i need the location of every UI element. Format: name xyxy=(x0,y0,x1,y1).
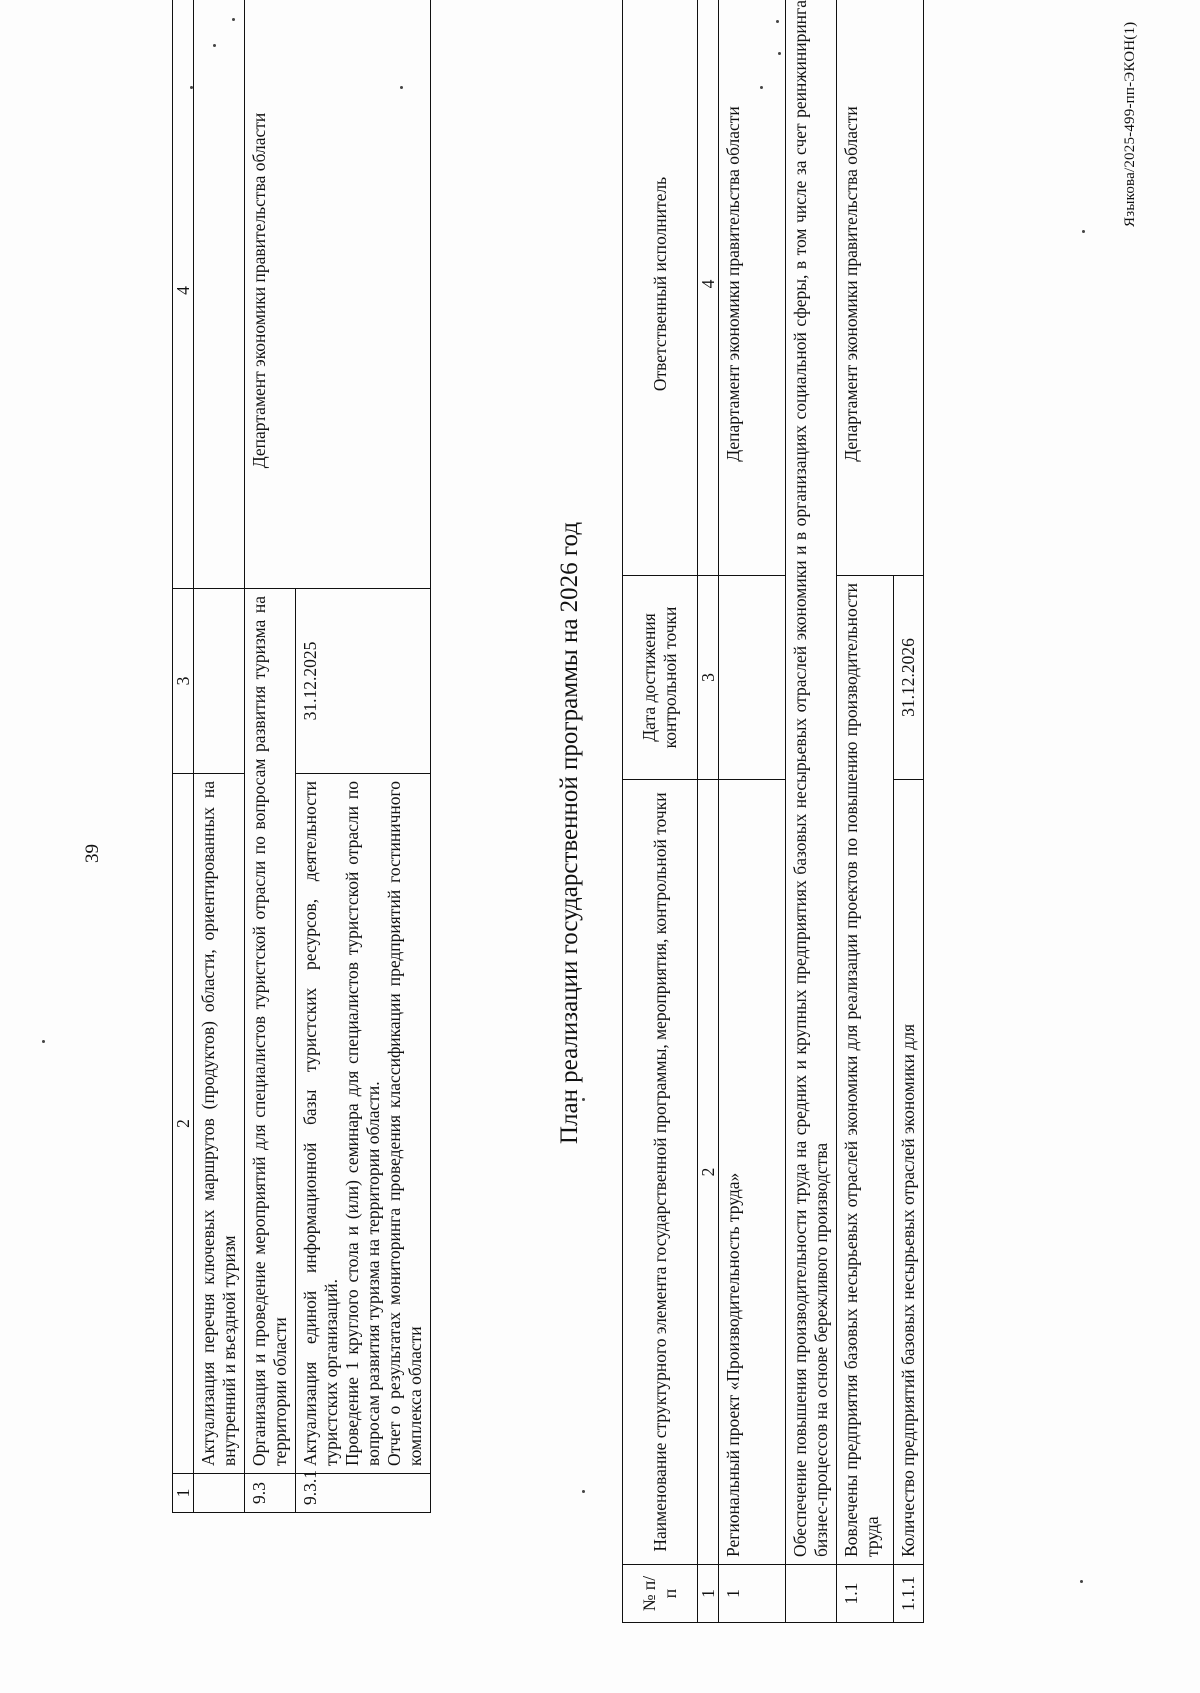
column-number: 4 xyxy=(698,0,719,576)
column-number: 2 xyxy=(173,774,194,1474)
page-number: 39 xyxy=(82,844,103,863)
column-number: 1 xyxy=(698,1565,719,1623)
plan-table xyxy=(622,0,924,1623)
column-number: 3 xyxy=(173,589,194,774)
header-cell: Ответственный исполнитель xyxy=(623,0,698,576)
row-number: 1.1 xyxy=(837,1565,894,1623)
task-text: Обеспечение повышения производительности труда на средних и крупных предприятиях базовых несырьевых отраслей экономики и в организациях социальной сферы, в том числе за счет реинжиниринга бизнес-процессов на основе бережливого производства xyxy=(786,0,837,1565)
column-number: 3 xyxy=(698,576,719,780)
table-header-row xyxy=(623,0,698,1623)
row-date xyxy=(194,589,245,774)
table-row xyxy=(719,0,786,1623)
table-row xyxy=(194,0,245,1513)
row-text-line: Актуализация единой информационной базы туристских ресурсов, деятельности туристских организаций. xyxy=(300,781,342,1466)
table-row xyxy=(245,0,296,1513)
row-executor: Департамент экономики правительства области xyxy=(245,0,431,589)
column-number: 4 xyxy=(173,0,194,589)
section-caption: План реализации государственной программы на 2026 год xyxy=(556,521,583,1145)
footer-code: Языкова/2025-499-пп-ЭКОН(1) xyxy=(1122,21,1138,227)
column-numbers-row xyxy=(698,0,719,1623)
table-row xyxy=(837,0,894,1623)
row-number: 9.3.1 xyxy=(296,1474,431,1513)
row-text-line: Отчет о результатах мониторинга проведения классификации предприятий гостиничного комплекса области xyxy=(384,781,426,1466)
table-row xyxy=(786,0,837,1623)
row-text: Региональный проект «Производительность труда» xyxy=(719,780,786,1565)
column-number: 2 xyxy=(698,780,719,1565)
row-text: Организация и проведение мероприятий для специалистов туристской отрасли по вопросам развития туризма на территории области xyxy=(245,589,296,1474)
row-executor xyxy=(194,0,245,589)
table-header-row xyxy=(173,0,194,1513)
header-cell: № п/п xyxy=(623,1565,698,1623)
row-executor: Департамент экономики правительства области xyxy=(719,0,786,576)
row-text xyxy=(296,774,431,1474)
row-date xyxy=(719,576,786,780)
row-text: Количество предприятий базовых несырьевых отраслей экономики для xyxy=(894,780,924,1565)
row-text-line: Проведение 1 круглого стола и (или) семинара для специалистов туристской отрасли по вопросам развития туризма на территории области. xyxy=(342,781,384,1466)
header-cell: Наименование структурного элемента государственной программы, мероприятия, контрольной точки xyxy=(623,780,698,1565)
row-number xyxy=(194,1474,245,1513)
row-date: 31.12.2025 xyxy=(296,589,431,774)
row-number: 1.1.1 xyxy=(894,1565,924,1623)
row-text: Вовлечены предприятия базовых несырьевых отраслей экономики для реализации проектов по повышению производительности труда xyxy=(837,576,894,1565)
row-text: Актуализация перечня ключевых маршрутов (продуктов) области, ориентированных на внутренний и въездной туризм xyxy=(194,774,245,1474)
row-number: 9.3 xyxy=(245,1474,296,1513)
row-date: 31.12.2026 xyxy=(894,576,924,780)
header-cell: Дата достижения контрольной точки xyxy=(623,576,698,780)
column-number: 1 xyxy=(173,1474,194,1513)
row-executor: Департамент экономики правительства области xyxy=(837,0,924,576)
row-number xyxy=(786,1565,837,1623)
row-number: 1 xyxy=(719,1565,786,1623)
continued-table xyxy=(172,0,431,1513)
